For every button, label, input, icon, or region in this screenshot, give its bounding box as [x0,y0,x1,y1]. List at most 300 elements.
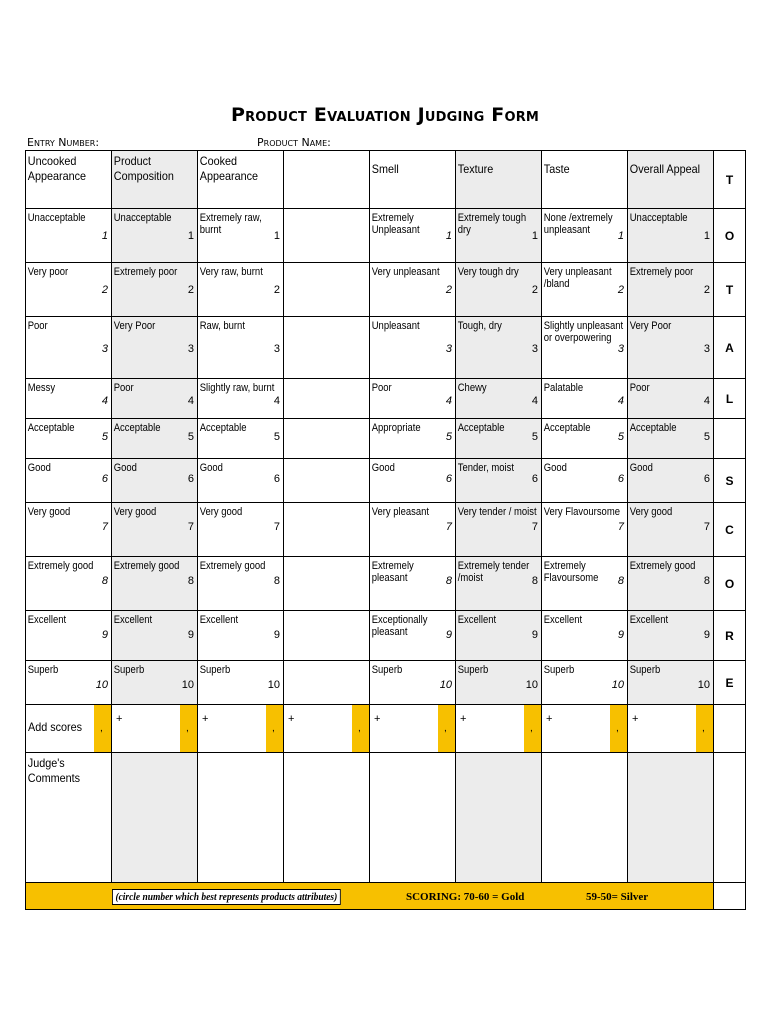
score-row [26,419,746,459]
score-cell[interactable] [542,419,628,459]
score-number[interactable]: 9 [187,629,194,641]
score-cell[interactable] [456,611,542,661]
score-cell[interactable] [26,263,112,317]
comment-cell[interactable] [628,753,714,883]
score-row [26,611,746,661]
attribute-label [284,459,368,465]
attribute-label: Very unpleasant [371,266,440,278]
add-score-cell[interactable] [26,705,112,753]
score-cell[interactable] [370,503,456,557]
score-cell[interactable] [370,661,456,705]
attribute-label: Messy [27,382,56,394]
attribute-label: Very Poor [113,320,156,332]
plus-sign: + [116,713,123,725]
comment-cell[interactable] [112,753,198,883]
score-number[interactable]: 3 [703,343,710,355]
score-row [26,557,746,611]
total-letter: R [714,611,746,661]
score-cell[interactable] [26,557,112,611]
score-number[interactable]: 10 [181,679,194,691]
score-number[interactable]: 7 [187,521,194,533]
score-number[interactable]: 1 [101,230,108,242]
score-number[interactable]: 2 [703,284,710,296]
total-letter [714,419,746,459]
score-cell[interactable] [198,557,284,611]
attribute-label: Very good [27,506,71,518]
attribute-label: Good [543,462,567,474]
score-cell[interactable] [370,263,456,317]
score-number[interactable]: 1 [703,230,710,242]
score-cell[interactable] [284,419,370,459]
score-cell[interactable] [456,459,542,503]
score-number[interactable]: 8 [273,575,280,587]
score-number[interactable]: 5 [531,431,538,443]
score-number[interactable]: 1 [617,230,624,242]
scoring-bar [26,883,713,909]
score-cell[interactable] [26,209,112,263]
add-score-cell[interactable] [198,705,284,753]
score-number[interactable]: 2 [187,284,194,296]
score-row [26,661,746,705]
attribute-label: Slightly raw, burnt [199,382,275,394]
score-number[interactable]: 4 [445,395,452,407]
score-cell[interactable] [456,661,542,705]
attribute-label: Good [27,462,51,474]
attribute-label: None /extremely unpleasant [543,212,613,236]
comment-cell[interactable] [542,753,628,883]
score-cell[interactable] [628,459,714,503]
score-cell[interactable] [628,317,714,379]
subtotal-box[interactable] [266,705,283,752]
score-cell[interactable] [284,661,370,705]
score-cell[interactable] [542,209,628,263]
score-cell[interactable] [456,317,542,379]
score-number[interactable]: 3 [445,343,452,355]
form-title: Product Evaluation Judging Form [230,104,540,126]
attribute-label: Extremely poor [629,266,694,278]
score-number[interactable]: 5 [101,431,108,443]
score-cell[interactable] [26,419,112,459]
subtotal-box[interactable] [180,705,197,752]
attribute-label: Superb [371,664,403,676]
score-number[interactable]: 4 [273,395,280,407]
product-name-label: Product Name: [257,136,331,149]
score-number[interactable]: 1 [187,230,194,242]
total-letter: C [714,503,746,557]
attribute-label: Tough, dry [457,320,502,332]
attribute-label: Very raw, burnt [199,266,263,278]
attribute-label: Very pleasant [371,506,430,518]
circle-instruction: (circle number which best represents products attributes) [112,889,341,905]
attribute-label: Chewy [457,382,487,394]
add-score-cell[interactable] [284,705,370,753]
score-cell[interactable] [284,611,370,661]
attribute-label: Very good [113,506,157,518]
plus-sign: + [288,713,295,725]
attribute-label: Exceptionally pleasant [371,614,428,638]
attribute-label: Very tender / moist [457,506,537,518]
score-cell[interactable] [112,209,198,263]
attribute-label [284,503,368,509]
score-number[interactable]: 2 [101,284,108,296]
attribute-label: Very good [199,506,243,518]
attribute-label: Good [113,462,137,474]
total-letter: T [714,151,746,209]
subtotal-box[interactable] [610,705,627,752]
attribute-label: Appropriate [371,422,421,434]
attribute-label: Very Poor [629,320,672,332]
score-cell[interactable] [112,419,198,459]
score-cell[interactable] [370,557,456,611]
score-number[interactable]: 10 [525,679,538,691]
score-number[interactable]: 9 [273,629,280,641]
attribute-label: Very unpleasant /bland [543,266,612,290]
score-number[interactable]: 10 [439,679,452,691]
attribute-label [284,661,368,667]
total-letter: L [714,379,746,419]
attribute-label: Unacceptable [113,212,172,224]
score-number[interactable]: 9 [531,629,538,641]
score-row [26,503,746,557]
score-number[interactable]: 7 [703,521,710,533]
score-cell[interactable] [456,263,542,317]
attribute-label: Unacceptable [629,212,688,224]
score-cell[interactable] [26,661,112,705]
score-cell[interactable] [542,611,628,661]
score-number[interactable]: 5 [617,431,624,443]
score-number[interactable]: 1 [445,230,452,242]
plus-sign: + [546,713,553,725]
score-number[interactable]: 5 [187,431,194,443]
attribute-label: Acceptable [113,422,161,434]
subtotal-mark: , [358,723,361,734]
attribute-label: Excellent [27,614,67,626]
score-cell[interactable] [542,459,628,503]
comment-cell[interactable] [26,753,112,883]
score-number[interactable]: 6 [617,473,624,485]
attribute-label: Extremely Flavoursome [543,560,599,584]
score-cell[interactable] [112,661,198,705]
score-number[interactable]: 4 [187,395,194,407]
score-cell[interactable] [456,419,542,459]
score-cell[interactable] [26,611,112,661]
attribute-label: Extremely Unpleasant [371,212,420,236]
attribute-label: Very poor [27,266,69,278]
comment-cell[interactable] [198,753,284,883]
attribute-label: Extremely good [113,560,180,572]
score-cell[interactable] [198,317,284,379]
attribute-label: Extremely tender /moist [457,560,530,584]
add-scores-row [26,705,746,753]
score-cell[interactable] [284,209,370,263]
scoring-end-cell [714,883,746,910]
score-number[interactable]: 4 [101,395,108,407]
scoring-silver: 59-50= Silver [586,891,649,903]
header-overall-appeal: Overall Appeal [628,151,714,209]
score-cell[interactable] [284,459,370,503]
comments-row [26,753,746,883]
score-cell[interactable] [370,209,456,263]
score-cell[interactable] [198,459,284,503]
score-cell[interactable] [370,419,456,459]
attribute-label: Good [371,462,395,474]
score-cell[interactable] [198,503,284,557]
score-number[interactable]: 7 [617,521,624,533]
score-cell[interactable] [284,379,370,419]
score-cell[interactable] [112,379,198,419]
attribute-label: Palatable [543,382,584,394]
score-cell[interactable] [284,263,370,317]
score-cell[interactable] [628,661,714,705]
score-cell[interactable] [542,317,628,379]
score-number[interactable]: 8 [617,575,624,587]
score-number[interactable]: 5 [273,431,280,443]
score-cell[interactable] [112,503,198,557]
add-score-cell[interactable] [456,705,542,753]
attribute-label [284,317,368,323]
total-letter: T [714,263,746,317]
score-number[interactable]: 5 [445,431,452,443]
score-number[interactable]: 6 [703,473,710,485]
attribute-label: Extremely good [27,560,94,572]
score-number[interactable]: 8 [703,575,710,587]
score-cell[interactable] [370,379,456,419]
score-cell[interactable] [628,419,714,459]
attribute-label: Excellent [457,614,497,626]
attribute-label: Extremely raw, burnt [199,212,262,236]
attribute-label: Poor [113,382,134,394]
comment-cell[interactable] [284,753,370,883]
score-cell[interactable] [542,379,628,419]
score-cell[interactable] [198,419,284,459]
score-cell[interactable] [456,209,542,263]
header-uncooked-appearance: Uncooked Appearance [26,151,112,209]
attribute-label: Excellent [543,614,583,626]
score-number[interactable]: 3 [617,343,624,355]
attribute-label: Extremely pleasant [371,560,414,584]
score-cell[interactable] [198,379,284,419]
score-cell[interactable] [112,459,198,503]
score-cell[interactable] [198,611,284,661]
score-row [26,263,746,317]
score-number[interactable]: 1 [531,230,538,242]
attribute-label [284,557,368,563]
score-number[interactable]: 4 [617,395,624,407]
attribute-label: Superb [199,664,231,676]
attribute-label [284,209,368,215]
score-cell[interactable] [26,503,112,557]
attribute-label [284,379,368,385]
attribute-label: Very good [629,506,673,518]
attribute-label: Unpleasant [371,320,420,332]
score-number[interactable]: 10 [267,679,280,691]
score-number[interactable]: 2 [617,284,624,296]
attribute-label: Slightly unpleasant or overpowering [543,320,624,344]
score-cell[interactable] [456,379,542,419]
subtotal-mark: , [702,723,705,734]
score-cell[interactable] [542,503,628,557]
subtotal-box[interactable] [94,705,111,752]
score-number[interactable]: 8 [101,575,108,587]
attribute-label: Superb [113,664,145,676]
score-number[interactable]: 9 [101,629,108,641]
score-number[interactable]: 1 [273,230,280,242]
attribute-label: Poor [371,382,392,394]
score-cell[interactable] [456,557,542,611]
header-product-composition: Product Composition [112,151,198,209]
judges-comments-label: Judge's Comments [27,756,81,785]
score-number[interactable]: 7 [101,521,108,533]
header-taste: Taste [542,151,628,209]
score-number[interactable]: 3 [187,343,194,355]
score-cell[interactable] [112,317,198,379]
score-cell[interactable] [370,459,456,503]
score-cell[interactable] [112,263,198,317]
score-number[interactable]: 4 [703,395,710,407]
total-letter: E [714,661,746,705]
score-number[interactable]: 2 [273,284,280,296]
score-cell[interactable] [26,379,112,419]
score-number[interactable]: 9 [445,629,452,641]
add-score-cell[interactable] [112,705,198,753]
score-row [26,317,746,379]
attribute-label: Good [199,462,223,474]
score-cell[interactable] [198,661,284,705]
score-number[interactable]: 10 [697,679,710,691]
subtotal-mark: , [616,723,619,734]
attribute-label: Acceptable [199,422,247,434]
score-number[interactable]: 4 [531,395,538,407]
add-score-cell[interactable] [370,705,456,753]
subtotal-mark: , [272,723,275,734]
scoring-row [26,883,746,910]
attribute-label: Superb [543,664,575,676]
subtotal-mark: , [444,723,447,734]
score-cell[interactable] [628,611,714,661]
score-number[interactable]: 10 [95,679,108,691]
score-number[interactable]: 9 [703,629,710,641]
score-number[interactable]: 2 [531,284,538,296]
score-number[interactable]: 7 [273,521,280,533]
score-number[interactable]: 10 [611,679,624,691]
comment-cell[interactable] [456,753,542,883]
attribute-label: Extremely good [199,560,266,572]
score-cell[interactable] [284,317,370,379]
total-letter: S [714,459,746,503]
attribute-label: Acceptable [27,422,75,434]
score-cell[interactable] [542,263,628,317]
total-letter: O [714,209,746,263]
score-cell[interactable] [456,503,542,557]
score-cell[interactable] [542,661,628,705]
attribute-label [284,419,368,425]
total-letter: A [714,317,746,379]
attribute-label: Poor [629,382,650,394]
subtotal-box[interactable] [696,705,713,752]
score-cell[interactable] [628,503,714,557]
score-cell[interactable] [628,379,714,419]
score-number[interactable]: 6 [101,473,108,485]
score-number[interactable]: 6 [445,473,452,485]
score-number[interactable]: 3 [531,343,538,355]
subtotal-mark: , [530,723,533,734]
total-letter: O [714,557,746,611]
comment-cell[interactable] [370,753,456,883]
comment-cell[interactable] [714,753,746,883]
score-number[interactable]: 2 [445,284,452,296]
score-cell[interactable] [628,209,714,263]
attribute-label: Extremely good [629,560,696,572]
subtotal-box[interactable] [438,705,455,752]
scoring-gold: SCORING: 70-60 = Gold [406,891,525,903]
total-score-box[interactable] [714,705,746,753]
score-cell[interactable] [628,557,714,611]
header-row [26,151,746,209]
attribute-label: Very tough dry [457,266,519,278]
attribute-label: Acceptable [543,422,591,434]
attribute-label: Excellent [629,614,669,626]
attribute-label: Unacceptable [27,212,86,224]
attribute-label: Superb [457,664,489,676]
score-number[interactable]: 3 [101,343,108,355]
subtotal-box[interactable] [352,705,369,752]
subtotal-mark: , [186,723,189,734]
add-score-cell[interactable] [542,705,628,753]
score-cell[interactable] [628,263,714,317]
attribute-label [284,611,368,617]
attribute-label: Extremely poor [113,266,178,278]
header-texture: Texture [456,151,542,209]
judging-table [25,150,746,910]
score-number[interactable]: 8 [531,575,538,587]
score-number[interactable]: 6 [531,473,538,485]
plus-sign: + [632,713,639,725]
score-row [26,379,746,419]
score-number[interactable]: 6 [187,473,194,485]
score-number[interactable]: 6 [273,473,280,485]
attribute-label: Superb [629,664,661,676]
attribute-label: Excellent [113,614,153,626]
score-cell[interactable] [284,557,370,611]
add-score-cell[interactable] [628,705,714,753]
score-number[interactable]: 7 [445,521,452,533]
score-cell[interactable] [26,317,112,379]
attribute-label: Extremely tough dry [457,212,527,236]
score-number[interactable]: 7 [531,521,538,533]
plus-sign: + [460,713,467,725]
score-number[interactable]: 8 [187,575,194,587]
subtotal-box[interactable] [524,705,541,752]
score-number[interactable]: 3 [273,343,280,355]
score-cell[interactable] [284,503,370,557]
score-number[interactable]: 8 [445,575,452,587]
score-cell[interactable] [542,557,628,611]
attribute-label: Acceptable [629,422,677,434]
add-scores-label: Add scores [28,720,83,734]
score-number[interactable]: 9 [617,629,624,641]
attribute-label: Very Flavoursome [543,506,620,518]
score-cell[interactable] [112,557,198,611]
score-cell[interactable] [370,317,456,379]
score-cell[interactable] [112,611,198,661]
score-cell[interactable] [26,459,112,503]
entry-number-label: Entry Number: [27,136,100,149]
score-number[interactable]: 5 [703,431,710,443]
score-cell[interactable] [198,263,284,317]
score-cell[interactable] [370,611,456,661]
score-cell[interactable] [198,209,284,263]
attribute-label: Excellent [199,614,239,626]
